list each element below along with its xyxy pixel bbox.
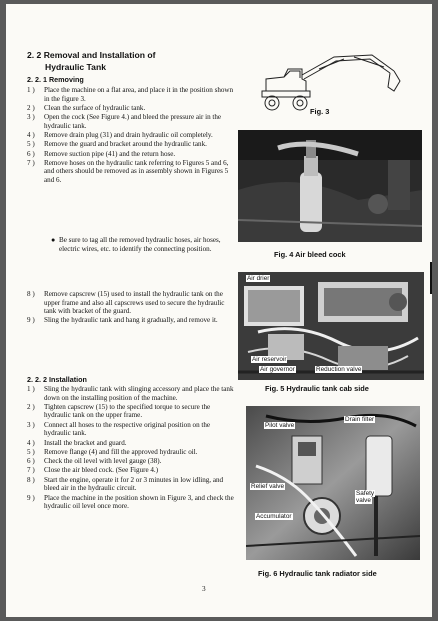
step-item xyxy=(27,466,235,475)
step-number: 8 ) xyxy=(27,475,35,484)
label-air-reservoir: Air reservoir xyxy=(252,356,287,363)
step-text: Open the cock (See Figure 4.) and bleed the pressure air in the hydraulic tank. xyxy=(44,113,222,130)
step-text: Check the oil level with level gauge (38). xyxy=(44,457,162,466)
removing-heading: 2. 2. 1 Removing xyxy=(27,75,84,84)
step-number: 4 ) xyxy=(27,438,35,447)
step-number: 1 ) xyxy=(27,385,35,393)
step-item xyxy=(27,131,235,140)
section-title-line1: 2. 2 Removal and Installation of xyxy=(27,50,156,60)
step-text: Clean the surface of hydraulic tank. xyxy=(44,103,146,112)
label-accumulator: Accumulator xyxy=(256,513,292,520)
step-item xyxy=(27,140,235,149)
step-item xyxy=(27,104,235,113)
step-item xyxy=(27,150,235,159)
installation-steps xyxy=(27,385,235,512)
step-text: Close the air bleed cock. (See Figure 4.) xyxy=(44,466,159,475)
step-text: Remove the guard and bracket around the hydraulic tank. xyxy=(44,140,207,149)
step-text: Remove flange (4) and fill the approved hydraulic oil. xyxy=(44,447,198,456)
step-text: Remove drain plug (31) and drain hydraulic oil completely. xyxy=(44,131,213,140)
step-number: 1 ) xyxy=(27,86,35,94)
step-number: 2 ) xyxy=(27,103,35,112)
installation-heading: 2. 2. 2 Installation xyxy=(27,375,87,384)
step-item xyxy=(27,439,235,448)
step-number: 4 ) xyxy=(27,131,35,140)
page-number: 3 xyxy=(202,584,206,593)
section-title xyxy=(27,49,227,73)
step-number: 7 ) xyxy=(27,466,35,475)
step-number: 8 ) xyxy=(27,290,35,298)
step-item xyxy=(27,448,235,457)
step-text: Remove suction pipe (41) and the return hose. xyxy=(44,149,176,158)
step-item xyxy=(27,113,235,130)
fig5-caption: Fig. 5 Hydraulic tank cab side xyxy=(265,384,369,393)
step-text: Install the bracket and guard. xyxy=(44,438,127,447)
step-number: 3 ) xyxy=(27,113,35,122)
section-title-line2: Hydraulic Tank xyxy=(45,62,106,72)
step-text: Place the machine in the position shown in Figure 3, and check the hydraulic oil level once more. xyxy=(44,493,234,511)
step-text: Sling the hydraulic tank and hang it gradually, and remove it. xyxy=(44,316,218,325)
label-safety-valve-line1: Safety xyxy=(356,490,375,497)
step-item xyxy=(27,316,235,325)
step-item xyxy=(27,403,235,420)
step-item xyxy=(27,421,235,438)
removing-steps-continued xyxy=(27,290,235,326)
step-text: Tighten capscrew (15) to the specified torque to secure the hydraulic tank on the upper frame. xyxy=(44,402,211,420)
excavator-drawing xyxy=(244,51,412,113)
fig3-caption: Fig. 3 xyxy=(310,107,330,116)
hydraulic-tank-cab-side-photo xyxy=(238,272,424,380)
step-number: 9 ) xyxy=(27,316,35,325)
step-text: Remove capscrew (15) used to install the hydraulic tank on the upper frame and also all capscrews used to secure the hydraulic tank with bracket of the guard. xyxy=(44,290,225,316)
bullet-icon: ● xyxy=(51,236,56,244)
label-relief-valve: Relief valve xyxy=(251,483,285,490)
fig4-caption: Fig. 4 Air bleed cock xyxy=(274,250,346,259)
step-item xyxy=(27,159,235,185)
step-number: 3 ) xyxy=(27,420,35,429)
step-number: 5 ) xyxy=(27,140,35,149)
label-reduction-valve: Reduction valve xyxy=(316,366,362,373)
label-drain-filter: Drain filter xyxy=(345,416,375,423)
fig6-caption: Fig. 6 Hydraulic tank radiator side xyxy=(258,569,377,578)
air-bleed-cock-photo xyxy=(238,130,422,242)
tag-note-text: Be sure to tag all the removed hydraulic hoses, air hoses, electric wires, etc. to identify the connecting position. xyxy=(59,236,221,253)
step-item xyxy=(27,476,235,493)
step-number: 6 ) xyxy=(27,149,35,158)
step-text: Connect all hoses to the respective original position on the hydraulic tank. xyxy=(44,420,211,438)
label-pilot-valve: Pilot valve xyxy=(265,422,295,429)
step-number: 7 ) xyxy=(27,158,35,167)
step-text: Sling the hydraulic tank with slinging accessory and place the tank down on the installing position of the machine. xyxy=(44,385,234,402)
tag-note xyxy=(51,236,231,253)
step-item xyxy=(27,457,235,466)
label-air-drier: Air drier xyxy=(247,275,270,282)
step-number: 2 ) xyxy=(27,402,35,411)
step-item xyxy=(27,290,235,316)
step-text: Start the engine, operate it for 2 or 3 minutes in low idling, and bleed air in the hydraulic circuit. xyxy=(44,475,224,493)
step-item xyxy=(27,385,235,402)
step-text: Place the machine on a flat area, and place it in the position shown in the figure 3. xyxy=(44,86,234,103)
step-text: Remove hoses on the hydraulic tank referring to Figures 5 and 6, and others should be removed as in assembly shown in Figures 5 and 6. xyxy=(44,158,229,185)
step-number: 5 ) xyxy=(27,447,35,456)
label-air-governor: Air governor xyxy=(260,366,295,373)
step-item xyxy=(27,86,235,103)
section-tab-marker xyxy=(430,262,432,294)
manual-page xyxy=(6,4,432,617)
step-number: 6 ) xyxy=(27,457,35,466)
label-safety-valve-line2: valve xyxy=(356,497,371,504)
removing-steps xyxy=(27,86,235,185)
step-item xyxy=(27,494,235,511)
step-number: 9 ) xyxy=(27,493,35,502)
